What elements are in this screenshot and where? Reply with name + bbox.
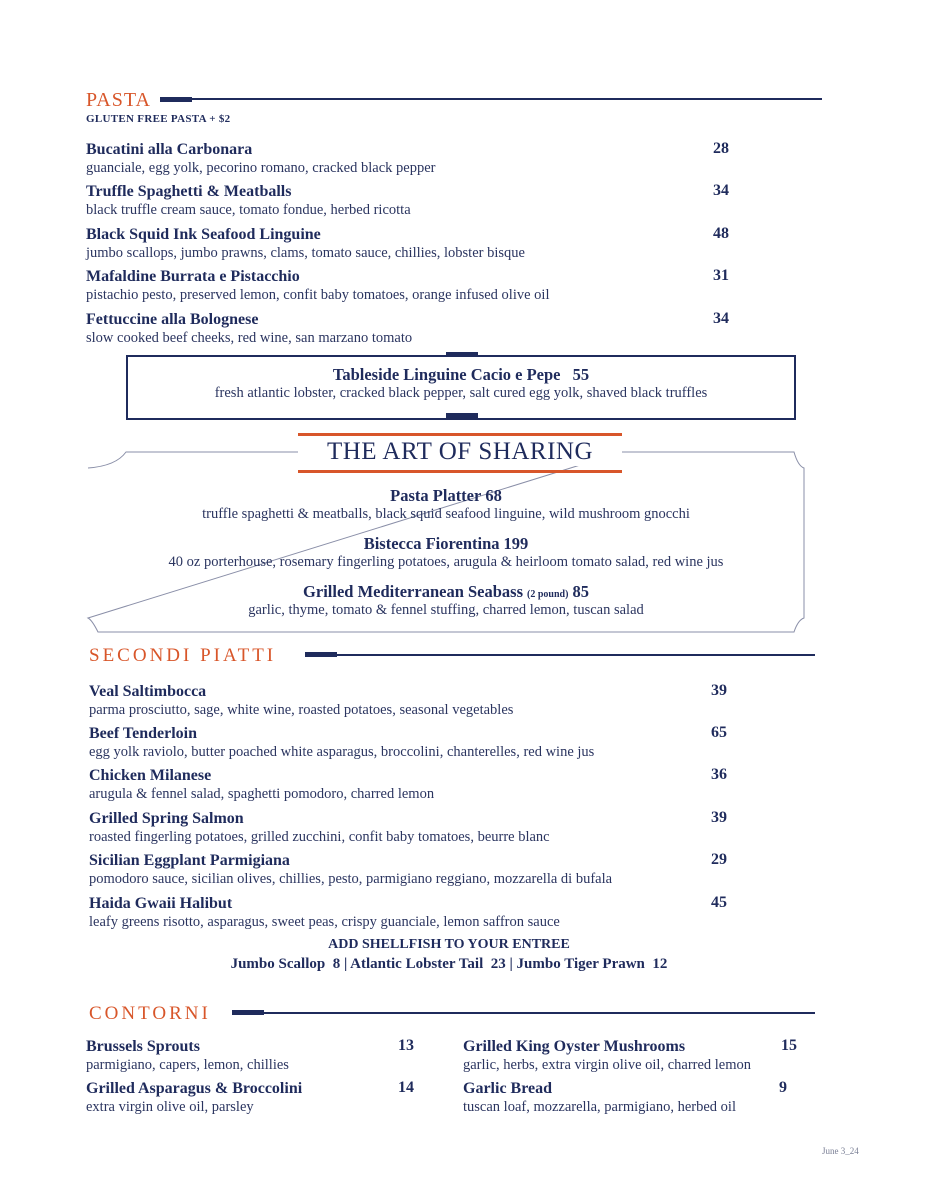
item-description: roasted fingerling potatoes, grilled zucchini, confit baby tomatoes, beurre blanc [89,829,550,845]
menu-item [89,682,513,719]
menu-item [86,225,525,262]
item-description: arugula & fennel salad, spaghetti pomodoro, charred lemon [89,786,435,802]
item-price: 39 [711,682,727,699]
item-name: Truffle Spaghetti & Meatballs [86,183,292,200]
item-description: slow cooked beef cheeks, red wine, san marzano tomato [86,330,413,346]
menu-item [89,809,550,846]
item-name: Haida Gwaii Halibut [89,895,233,912]
item-description: extra virgin olive oil, parsley [86,1099,254,1115]
sharing-title-rule-bottom [298,470,622,473]
footer-date: June 3_24 [822,1146,859,1156]
item-name: Bistecca Fiorentina [363,534,500,553]
item-description: parma prosciutto, sage, white wine, roasted potatoes, seasonal vegetables [89,702,514,718]
addon-title: ADD SHELLFISH TO YOUR ENTREE [328,937,570,952]
item-note: (2 pound) [527,589,569,600]
menu-item [463,1037,751,1074]
item-price: 34 [713,182,729,199]
item-description: guanciale, egg yolk, pecorino romano, cracked black pepper [86,160,436,176]
item-price: 45 [711,894,727,911]
item-price: 14 [398,1079,414,1096]
tableside-price: 55 [572,365,590,384]
item-name: Grilled Asparagus & Broccolini [86,1080,303,1097]
item-name: Veal Saltimbocca [89,683,207,700]
sharing-item [86,534,806,571]
box-top-accent [446,352,478,357]
item-description: black truffle cream sauce, tomato fondue, herbed ricotta [86,202,411,218]
section-rule [264,1012,815,1014]
item-price: 48 [713,225,729,242]
menu-item [86,310,412,347]
sharing-title: THE ART OF SHARING [298,438,622,466]
item-price: 39 [711,809,727,826]
menu-item [86,182,411,219]
item-description: garlic, thyme, tomato & fennel stuffing, charred lemon, tuscan salad [248,602,644,618]
item-description: 40 oz porterhouse, rosemary fingerling potatoes, arugula & heirloom tomato salad, red wine jus [168,554,724,570]
tableside-box [126,355,796,420]
tableside-name: Tableside Linguine Cacio e Pepe [332,365,561,384]
menu-item [86,267,549,304]
section-title-contorni: CONTORNI [89,1003,211,1024]
item-name: Grilled King Oyster Mushrooms [463,1038,686,1055]
section-rule-accent [232,1010,264,1015]
menu-item [89,894,560,931]
item-price: 29 [711,851,727,868]
item-description: leafy greens risotto, asparagus, sweet peas, crispy guanciale, lemon saffron sauce [89,914,560,930]
item-description: garlic, herbs, extra virgin olive oil, charred lemon [463,1057,752,1073]
item-name: Pasta Platter [390,486,482,505]
item-price: 85 [572,582,589,601]
item-description: truffle spaghetti & meatballs, black squid seafood linguine, wild mushroom gnocchi [202,506,690,522]
sharing-item [86,582,806,619]
item-price: 34 [713,310,729,327]
section-rule-accent [305,652,337,657]
item-name: Bucatini alla Carbonara [86,141,253,158]
item-price: 13 [398,1037,414,1054]
menu-item [89,851,612,888]
section-title-pasta: PASTA [86,89,151,111]
sharing-item [86,486,806,523]
item-price: 15 [781,1037,797,1054]
item-description: parmigiano, capers, lemon, chillies [86,1057,289,1073]
item-price: 68 [485,486,502,505]
section-rule [337,654,815,656]
item-price: 31 [713,267,729,284]
item-description: pistachio pesto, preserved lemon, confit baby tomatoes, orange infused olive oil [86,287,550,303]
box-bottom-accent [446,413,478,418]
item-name: Fettuccine alla Bolognese [86,311,259,328]
item-description: jumbo scallops, jumbo prawns, clams, tomato sauce, chillies, lobster bisque [86,245,525,261]
menu-item [463,1079,736,1116]
item-name: Black Squid Ink Seafood Linguine [86,226,321,243]
item-description: pomodoro sauce, sicilian olives, chillies, pesto, parmigiano reggiano, mozzarella di bufala [89,871,613,887]
item-price: 65 [711,724,727,741]
menu-item [86,1079,302,1116]
item-name: Chicken Milanese [89,767,212,784]
item-price: 199 [503,534,529,553]
sharing-title-rule-top [298,433,622,436]
item-name: Sicilian Eggplant Parmigiana [89,852,290,869]
menu-item [89,724,594,761]
item-description: tuscan loaf, mozzarella, parmigiano, herbed oil [463,1099,736,1115]
section-rule-accent [160,97,192,102]
item-name: Beef Tenderloin [89,725,198,742]
section-rule [192,98,822,100]
item-name: Grilled Mediterranean Seabass [303,582,524,601]
menu-item [89,766,434,803]
item-name: Garlic Bread [463,1080,553,1097]
item-price: 28 [713,140,729,157]
menu-item [86,1037,289,1074]
item-name: Grilled Spring Salmon [89,810,244,827]
item-description: egg yolk raviolo, butter poached white asparagus, broccolini, chanterelles, red wine jus [89,744,595,760]
item-name: Mafaldine Burrata e Pistacchio [86,268,300,285]
pasta-subtitle: GLUTEN FREE PASTA + $2 [86,113,231,125]
item-name: Brussels Sprouts [86,1038,200,1055]
section-title-secondi: SECONDI PIATTI [89,645,277,666]
menu-item [86,140,435,177]
item-price: 9 [779,1079,787,1096]
tableside-description: fresh atlantic lobster, cracked black pepper, salt cured egg yolk, shaved black truffles [214,385,708,401]
item-price: 36 [711,766,727,783]
addon-line: Jumbo Scallop 8 | Atlantic Lobster Tail 23 | Jumbo Tiger Prawn 12 [230,956,668,972]
